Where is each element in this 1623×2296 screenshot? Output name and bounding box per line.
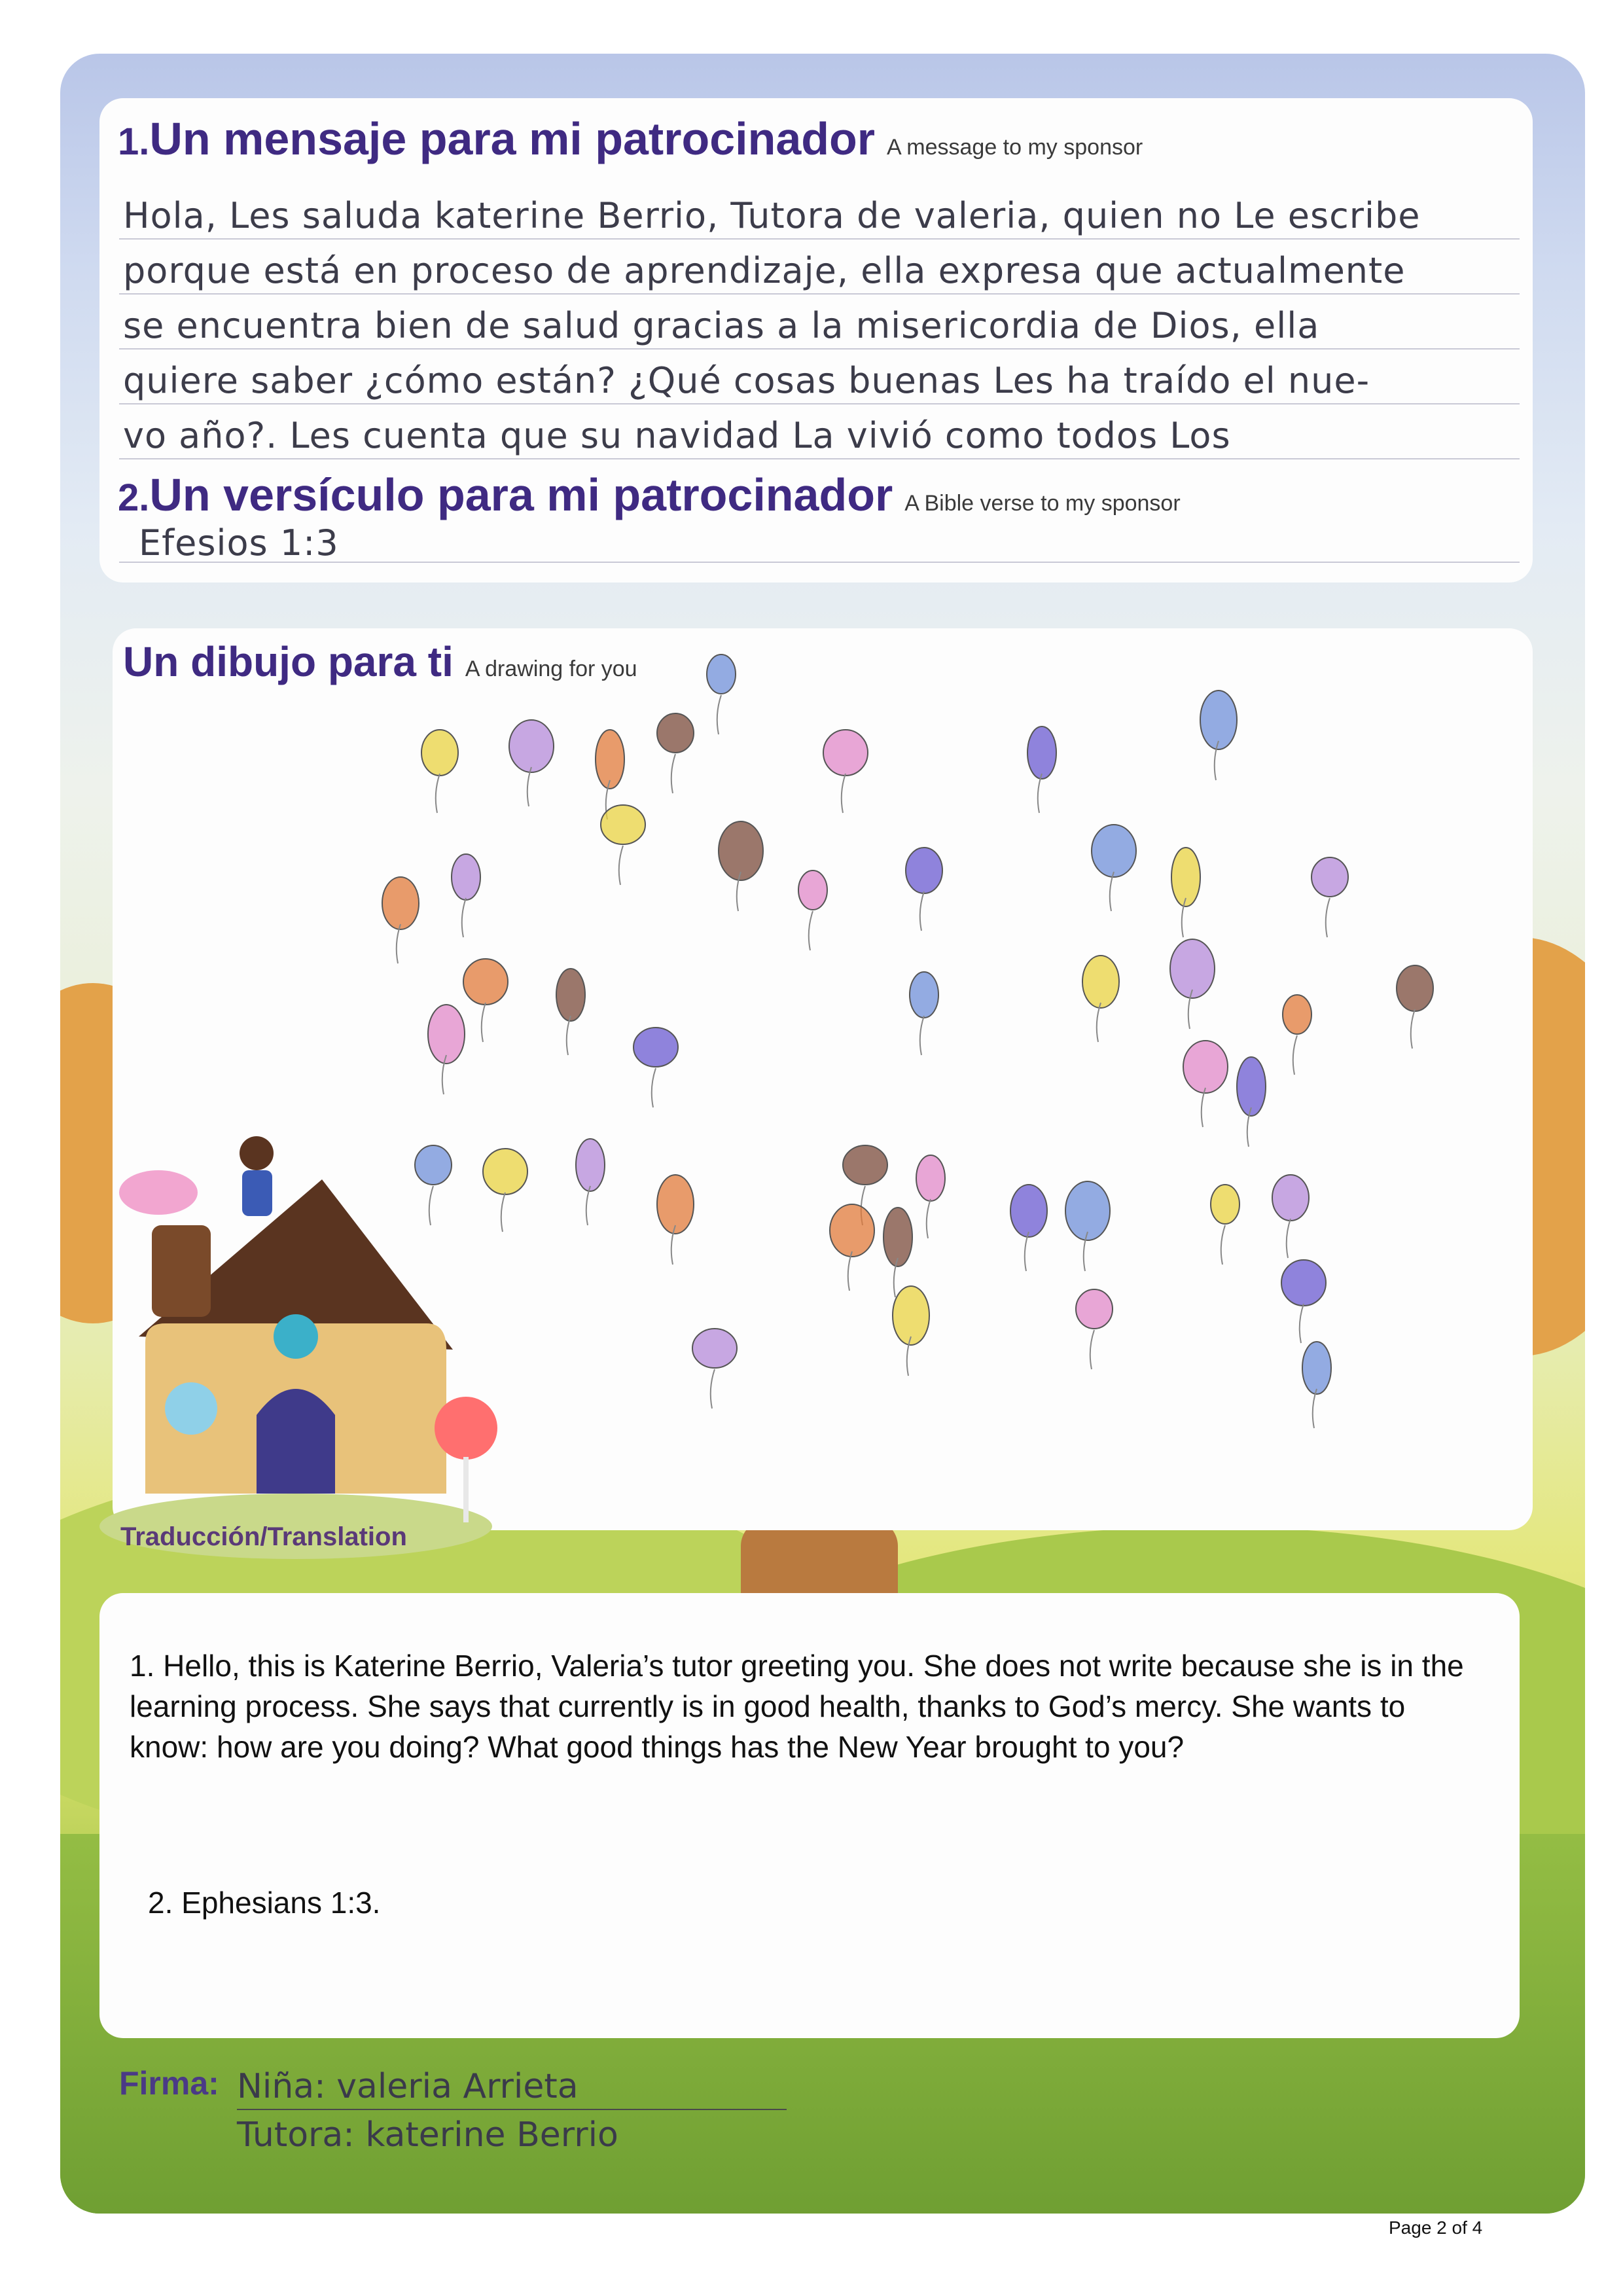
lollipop-icon	[435, 1397, 497, 1460]
balloon-doodle	[1302, 1342, 1331, 1428]
writing-line	[119, 293, 1520, 295]
balloon-doodle	[657, 713, 694, 793]
balloon-doodle	[633, 1028, 678, 1107]
balloon-doodle	[556, 969, 585, 1055]
writing-line	[119, 403, 1520, 404]
drawing-subtitle: A drawing for you	[465, 656, 637, 681]
balloon-doodle	[1027, 726, 1056, 813]
balloon-doodle	[1082, 956, 1119, 1042]
balloon-doodle	[452, 854, 480, 937]
balloon-doodle	[1397, 965, 1433, 1049]
message-panel	[99, 98, 1533, 583]
candy-house-illustration	[60, 1075, 518, 1572]
signature-tutor: Tutora: katerine Berrio	[237, 2115, 618, 2155]
signature-label: Firma:	[119, 2065, 219, 2102]
balloon-doodle	[1237, 1057, 1266, 1147]
balloon-doodle	[1065, 1181, 1110, 1271]
balloon-doodle	[830, 1204, 874, 1291]
balloon-doodle	[382, 877, 419, 963]
section2-number: 2.	[118, 476, 150, 519]
balloon-doodle	[1171, 848, 1200, 937]
section2-heading	[118, 469, 1181, 521]
house-window	[165, 1382, 217, 1435]
section1-number: 1.	[118, 120, 150, 163]
cupcake-frosting	[119, 1170, 198, 1215]
handwritten-line: porque está en proceso de aprendizaje, ella expresa que actualmente	[123, 250, 1406, 291]
balloon-doodle	[576, 1139, 605, 1225]
balloon-doodle	[823, 730, 868, 813]
signature-child: Niña: valeria Arrieta	[237, 2067, 579, 2106]
section2-title: Un versículo para mi patrocinador	[149, 469, 893, 520]
balloon-doodle	[1183, 1041, 1228, 1127]
drawing-title: Un dibujo para ti	[123, 638, 454, 685]
balloon-doodle	[1092, 825, 1136, 911]
section1-heading	[118, 113, 1143, 165]
translation-verse: 2. Ephesians 1:3.	[148, 1886, 381, 1920]
balloon-doodle	[893, 1286, 929, 1376]
chimney-cupcake	[152, 1225, 211, 1317]
balloon-doodle	[1283, 995, 1311, 1075]
balloon-doodle	[910, 972, 938, 1055]
balloon-doodle	[463, 959, 508, 1042]
section2-subtitle: A Bible verse to my sponsor	[904, 491, 1181, 516]
handwritten-line: vo año?. Les cuenta que su navidad La vivió como todos Los	[123, 415, 1231, 456]
handwritten-verse: Efesios 1:3	[139, 522, 339, 564]
section1-subtitle: A message to my sponsor	[887, 135, 1143, 160]
balloon-doodle	[798, 870, 827, 950]
child-figure-head	[240, 1136, 274, 1170]
balloon-doodle	[509, 720, 554, 806]
handwritten-line: Hola, Les saluda katerine Berrio, Tutora de valeria, quien no Le escribe	[123, 195, 1421, 236]
balloon-doodle	[1076, 1289, 1113, 1369]
balloon-doodle	[1211, 1185, 1240, 1265]
section1-title: Un mensaje para mi patrocinador	[149, 113, 876, 164]
lollipop-stick	[463, 1457, 469, 1522]
balloon-doodle	[719, 821, 763, 911]
balloon-doodle	[421, 730, 458, 813]
balloon-doodle	[1200, 691, 1237, 780]
balloon-doodle	[1311, 857, 1348, 937]
writing-line	[119, 238, 1520, 240]
balloon-doodle	[601, 805, 645, 885]
balloon-doodle	[1010, 1185, 1047, 1271]
writing-line	[119, 348, 1520, 350]
sheet-background	[60, 54, 1585, 2214]
balloon-doodle	[883, 1208, 912, 1297]
balloon-doodle	[707, 655, 736, 734]
house-heart-window	[274, 1314, 318, 1359]
child-figure-body	[242, 1170, 272, 1216]
house-door	[257, 1389, 335, 1494]
balloon-doodle	[1281, 1260, 1326, 1343]
balloon-doodle	[906, 848, 942, 931]
balloon-doodle	[1272, 1175, 1309, 1258]
handwritten-line: se encuentra bien de salud gracias a la misericordia de Dios, ella	[123, 305, 1320, 346]
translation-panel	[99, 1593, 1520, 2038]
balloon-doodle	[916, 1155, 945, 1238]
translation-paragraph: 1. Hello, this is Katerine Berrio, Valeria’s tutor greeting you. She does not write because she is in the learning process. She says that currently is in good health, thanks to God’s mercy. She wants to know: how are you doing? What good things has the New Year brought to you?	[130, 1649, 1464, 1764]
translation-label: Traducción/Translation	[120, 1522, 407, 1551]
balloon-doodle	[692, 1329, 737, 1408]
handwritten-line: quiere saber ¿cómo están? ¿Qué cosas buenas Les ha traído el nue-	[123, 360, 1370, 401]
signature-line	[237, 2109, 787, 2110]
writing-line	[119, 458, 1520, 459]
balloon-doodle	[657, 1175, 694, 1265]
page-number: Page 2 of 4	[1389, 2217, 1483, 2238]
balloon-doodle	[1170, 939, 1215, 1029]
